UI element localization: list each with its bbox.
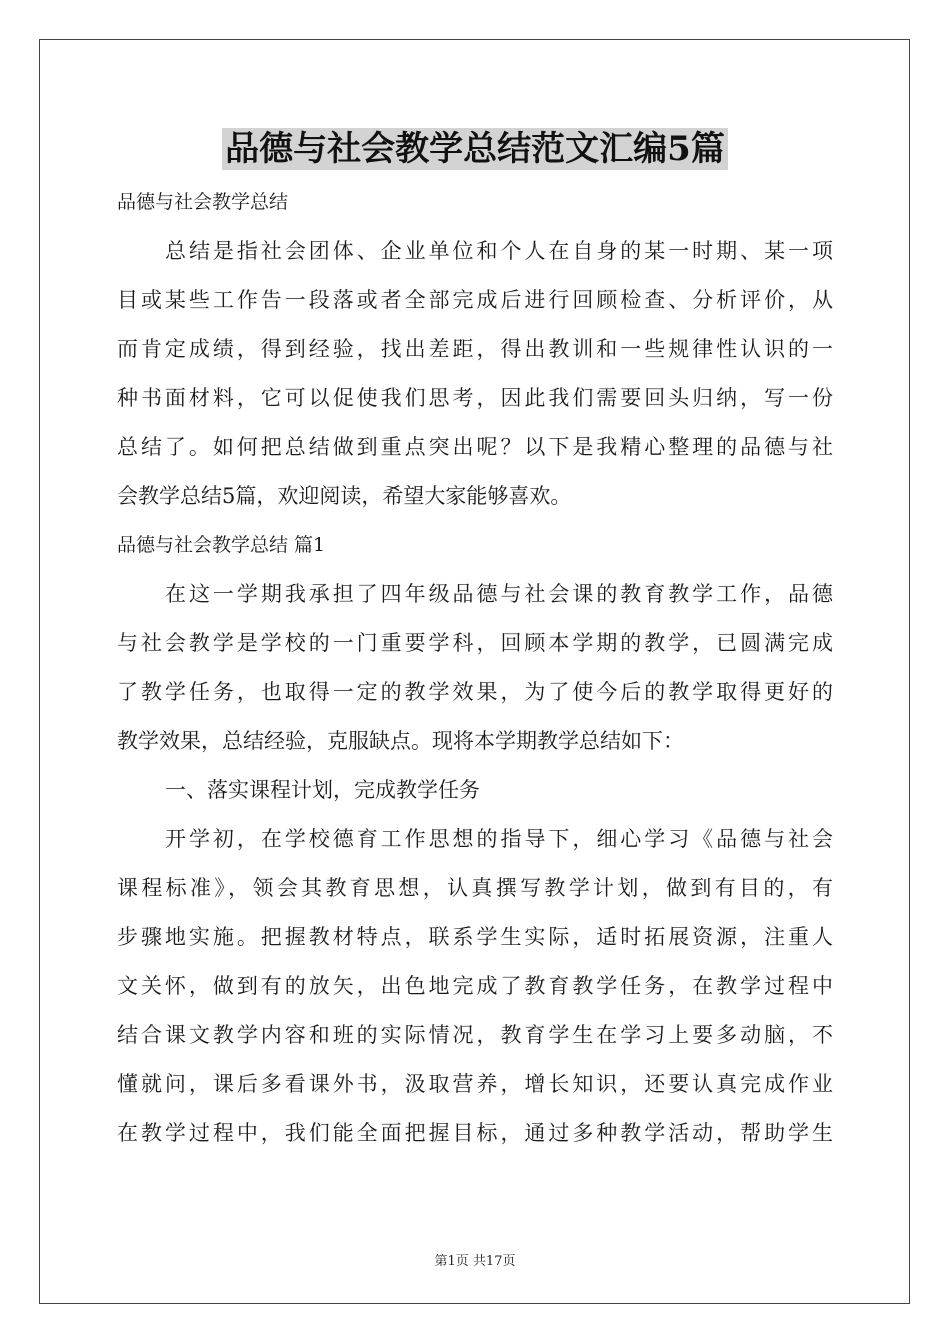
paragraph-line: 目或某些工作告一段落或者全部完成后进行回顾检查、分析评价，从 <box>117 288 833 312</box>
paragraph-line: 开学初，在学校德育工作思想的指导下，细心学习《品德与社会 <box>165 827 833 851</box>
document-title: 品德与社会教学总结范文汇编5篇 <box>222 128 728 170</box>
paragraph-line: 结合课文教学内容和班的实际情况，教育学生在学习上要多动脑，不 <box>117 1023 833 1047</box>
paragraph-line: 种书面材料，它可以促使我们思考，因此我们需要回头归纳，写一份 <box>117 386 833 410</box>
sub-heading: 一、落实课程计划，完成教学任务 <box>165 778 480 802</box>
document-body <box>117 178 833 1158</box>
paragraph-line: 在这一学期我承担了四年级品德与社会课的教育教学工作，品德 <box>165 582 833 606</box>
paragraph-line: 文关怀，做到有的放矢，出色地完成了教育教学任务，在教学过程中 <box>117 974 833 998</box>
section-heading: 品德与社会教学总结 篇1 <box>117 534 326 556</box>
paragraph-line: 会教学总结5篇，欢迎阅读，希望大家能够喜欢。 <box>117 484 572 508</box>
paragraph-line: 在教学过程中，我们能全面把握目标，通过多种教学活动，帮助学生 <box>117 1121 833 1145</box>
paragraph-line: 而肯定成绩，得到经验，找出差距，得出教训和一些规律性认识的一 <box>117 337 833 361</box>
paragraph-line: 课程标准》，领会其教育思想，认真撰写教学计划，做到有目的，有 <box>117 876 833 900</box>
intro-heading: 品德与社会教学总结 <box>117 191 289 213</box>
paragraph-line: 步骤地实施。把握教材特点，联系学生实际，适时拓展资源，注重人 <box>117 925 833 949</box>
paragraph-line: 懂就问，课后多看课外书，汲取营养，增长知识，还要认真完成作业 <box>117 1072 833 1096</box>
paragraph-line: 了教学任务，也取得一定的教学效果，为了使今后的教学取得更好的 <box>117 680 833 704</box>
title-container <box>0 128 950 170</box>
paragraph-line: 总结是指社会团体、企业单位和个人在自身的某一时期、某一项 <box>165 239 833 263</box>
page-footer: 第1页 共17页 <box>434 1254 516 1269</box>
paragraph-line: 总结了。如何把总结做到重点突出呢？以下是我精心整理的品德与社 <box>117 435 833 459</box>
paragraph-line: 教学效果，总结经验，克服缺点。现将本学期教学总结如下： <box>117 729 684 753</box>
paragraph-line: 与社会教学是学校的一门重要学科，回顾本学期的教学，已圆满完成 <box>117 631 833 655</box>
